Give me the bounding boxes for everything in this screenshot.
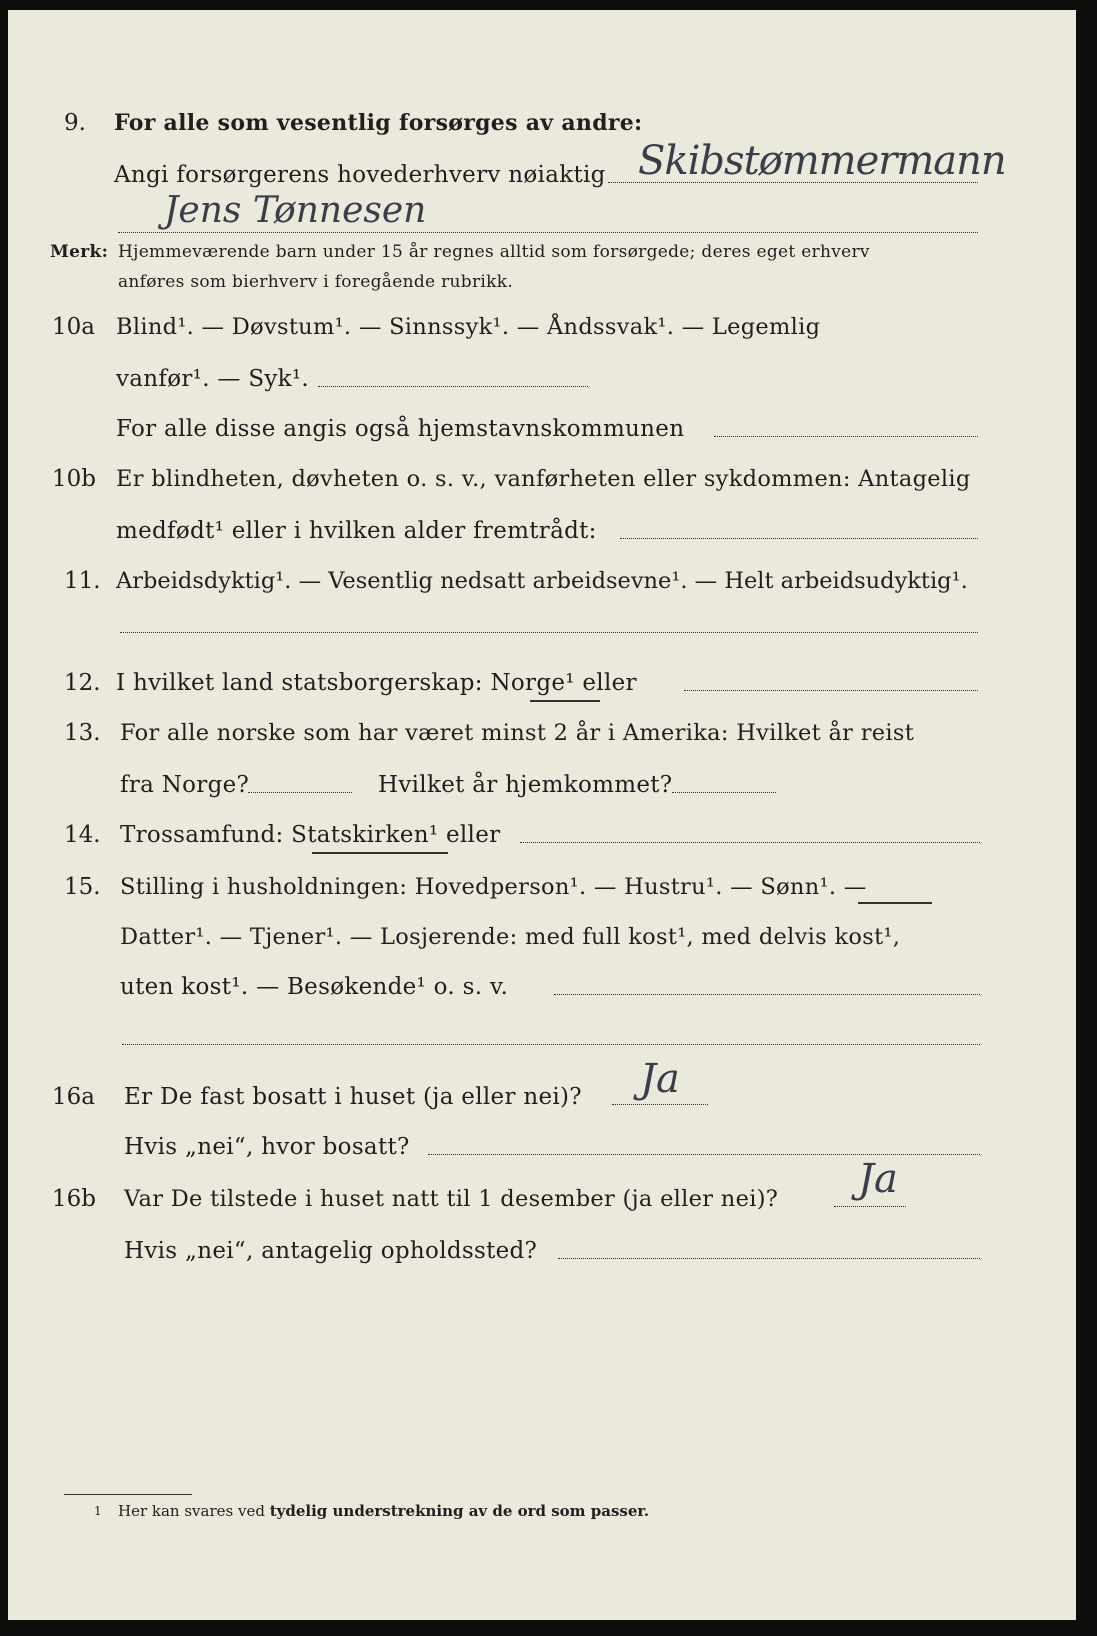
- q9-line2: Angi forsørgerens hovederhverv nøiaktig: [114, 162, 606, 188]
- q16b-handwritten-answer: Ja: [858, 1156, 898, 1202]
- q10a-line3: For alle disse angis også hjemstavnskommunen: [116, 416, 685, 442]
- footnote-rule: [64, 1494, 192, 1495]
- q12-answer-line: [684, 690, 978, 691]
- q10a-number: 10a: [52, 314, 95, 340]
- q11-answer-line: [120, 632, 978, 633]
- q11-number: 11.: [64, 568, 101, 594]
- footnote-text-plain: Her kan svares ved: [118, 1502, 265, 1520]
- q14-line1: Trossamfund: Statskirken¹ eller: [120, 822, 501, 848]
- q13-line2a: fra Norge?: [120, 772, 250, 798]
- q16b-opholdssted-line: [558, 1258, 980, 1259]
- q16a-bosatt-line: [428, 1154, 980, 1155]
- q10a-kommune-line: [714, 436, 978, 437]
- q16b-line1: Var De tilstede i huset natt til 1 desember (ja eller nei)?: [124, 1186, 779, 1212]
- q13-line1: For alle norske som har været minst 2 år i Amerika: Hvilket år reist: [120, 720, 915, 746]
- q10b-line2: medfødt¹ eller i hvilken alder fremtrådt:: [116, 518, 597, 544]
- q11-line1: Arbeidsdyktig¹. — Vesentlig nedsatt arbeidsevne¹. — Helt arbeidsudyktig¹.: [116, 568, 968, 594]
- merk-line1: Hjemmeværende barn under 15 år regnes alltid som forsørgede; deres eget erhverv: [118, 242, 870, 262]
- q13-number: 13.: [64, 720, 101, 746]
- q10b-number: 10b: [52, 466, 96, 492]
- q16b-line2: Hvis „nei“, antagelig opholdssted?: [124, 1238, 538, 1264]
- footnote-text-bold: tydelig understrekning av de ord som passer.: [269, 1502, 650, 1520]
- q10b-line1: Er blindheten, døvheten o. s. v., vanførheten eller sykdommen: Antagelig: [116, 466, 971, 492]
- q15-answer-line-2: [122, 1044, 980, 1045]
- footnote-mark: 1: [94, 1504, 102, 1518]
- q16a-answer-line: [612, 1104, 708, 1105]
- census-form-page: [8, 10, 1076, 1620]
- q12-norge-underline: [530, 700, 600, 702]
- q15-line3: uten kost¹. — Besøkende¹ o. s. v.: [120, 974, 509, 1000]
- q9-handwritten-occupation: Skibstømmermann: [638, 138, 1006, 184]
- q16a-line2: Hvis „nei“, hvor bosatt?: [124, 1134, 410, 1160]
- q13-hjemkommet-line: [672, 792, 776, 793]
- q16a-number: 16a: [52, 1084, 95, 1110]
- merk-line2: anføres som bierhverv i foregående rubrikk.: [118, 272, 514, 292]
- q9-handwritten-name: Jens Tønnesen: [164, 190, 427, 231]
- q15-answer-line: [554, 994, 980, 995]
- q14-statskirken-underline: [312, 852, 448, 854]
- q10a-syk-line: [318, 386, 588, 387]
- q16a-handwritten-answer: Ja: [640, 1056, 680, 1102]
- q9-answer-line-2: [118, 232, 978, 233]
- q9-line1: For alle som vesentlig forsørges av andre:: [114, 110, 643, 136]
- q15-line2: Datter¹. — Tjener¹. — Losjerende: med full kost¹, med delvis kost¹,: [120, 924, 901, 950]
- footnote-text: [118, 1502, 649, 1520]
- q9-number: 9.: [64, 110, 86, 136]
- q15-sonn-underline: [858, 902, 932, 904]
- q10a-line1: Blind¹. — Døvstum¹. — Sinnssyk¹. — Åndssvak¹. — Legemlig: [116, 314, 821, 340]
- q16a-line1: Er De fast bosatt i huset (ja eller nei)?: [124, 1084, 582, 1110]
- q14-answer-line: [520, 842, 980, 843]
- q14-number: 14.: [64, 822, 101, 848]
- q15-line1: Stilling i husholdningen: Hovedperson¹. — Hustru¹. — Sønn¹. —: [120, 874, 867, 900]
- q10b-answer-line: [620, 538, 978, 539]
- q12-number: 12.: [64, 670, 101, 696]
- q16b-number: 16b: [52, 1186, 96, 1212]
- merk-label: Merk:: [50, 242, 109, 262]
- q10a-line2: vanfør¹. — Syk¹.: [116, 366, 310, 392]
- q13-reist-line: [248, 792, 352, 793]
- q15-number: 15.: [64, 874, 101, 900]
- q12-line1: I hvilket land statsborgerskap: Norge¹ eller: [116, 670, 637, 696]
- q13-line2b: Hvilket år hjemkommet?: [378, 772, 673, 798]
- q16b-answer-line: [834, 1206, 906, 1207]
